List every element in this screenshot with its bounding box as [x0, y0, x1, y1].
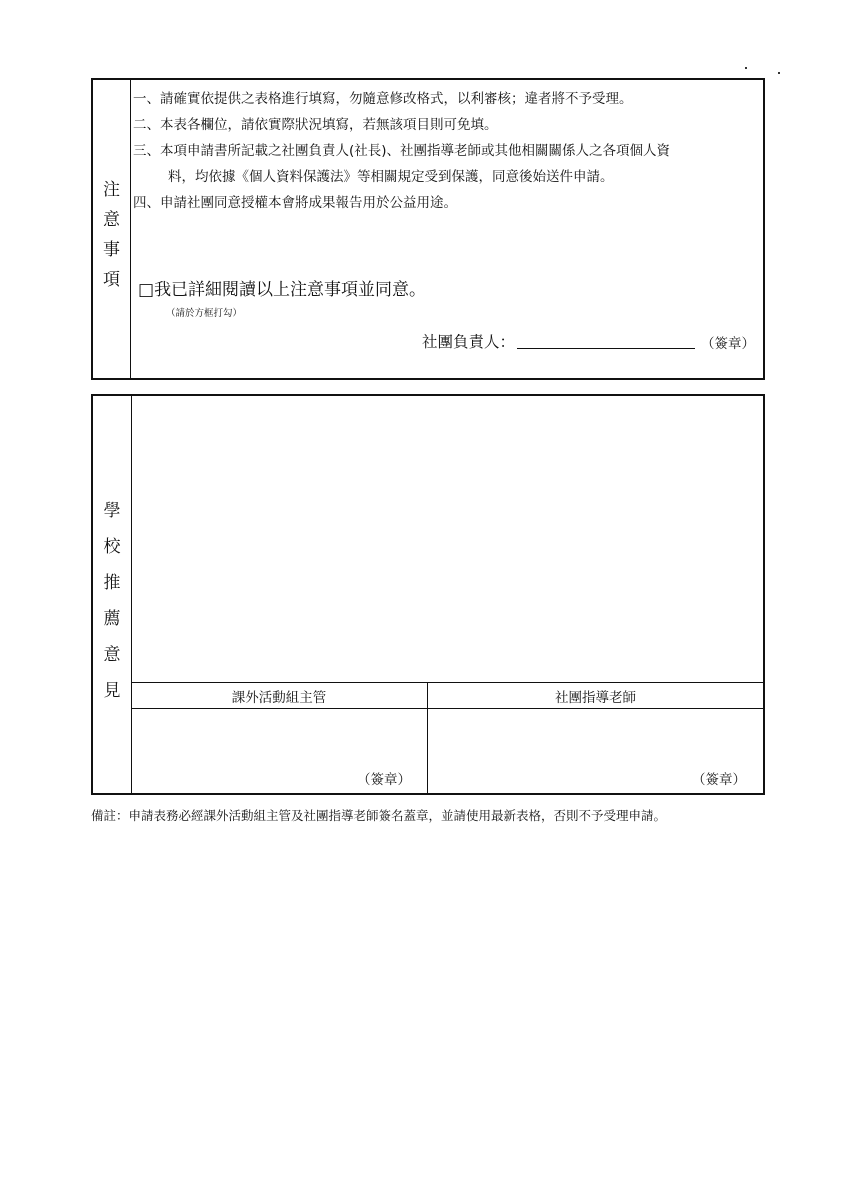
notice-item-2: 二、本表各欄位，請依實際狀況填寫，若無該項目則可免填。 [133, 117, 498, 133]
notice-side-char: 注 [103, 180, 120, 200]
column-header-club-advisor: 社團指導老師 [555, 690, 636, 706]
scan-speck [778, 72, 780, 74]
signature-table [131, 682, 763, 793]
notice-item-1: 一、請確實依提供之表格進行填寫，勿隨意修改格式，以利審核；違者將不予受理。 [133, 91, 633, 107]
leader-stamp-label: （簽章） [701, 336, 755, 352]
notice-section [91, 78, 765, 380]
recommend-side-char: 意 [103, 645, 121, 665]
recommend-side-char: 學 [103, 501, 121, 521]
notice-item-3: 三、本項申請書所記載之社團負責人(社長)、社團指導老師或其他相關關係人之各項個人資 [133, 143, 671, 159]
recommend-comment-area[interactable] [132, 396, 763, 682]
agree-text: 我已詳細閱讀以上注意事項並同意。 [154, 280, 427, 300]
notice-item-3-continued: 料，均依據《個人資料保護法》等相關規定受到保護，同意後始送件申請。 [168, 169, 614, 185]
recommend-side-char: 薦 [103, 609, 121, 629]
notice-side-char: 事 [103, 240, 120, 260]
notice-divider [130, 80, 131, 378]
agree-hint: （請於方框打勾） [166, 308, 243, 319]
recommend-side-label [93, 493, 131, 709]
recommend-section [91, 394, 765, 795]
notice-side-char: 意 [103, 210, 120, 230]
notice-item-4: 四、申請社團同意授權本會將成果報告用於公益用途。 [133, 195, 457, 211]
leader-signature-label: 社團負責人： [421, 333, 515, 351]
notice-side-char: 項 [103, 270, 120, 290]
agree-statement [138, 275, 426, 300]
activity-supervisor-stamp-label: （簽章） [357, 772, 411, 788]
leader-signature-line[interactable] [517, 334, 695, 349]
column-header-activity-supervisor: 課外活動組主管 [231, 690, 327, 706]
notice-side-label [93, 175, 130, 295]
scan-speck [745, 67, 747, 69]
recommend-side-char: 見 [103, 681, 121, 701]
recommend-side-char: 推 [103, 573, 121, 593]
agree-checkbox[interactable]: □ [138, 280, 155, 300]
club-advisor-stamp-label: （簽章） [692, 772, 746, 788]
leader-signature-row [422, 330, 755, 352]
footnote: 備註：申請表務必經課外活動組主管及社團指導老師簽名蓋章，並請使用最新表格，否則不予受理申請。 [91, 808, 667, 823]
table-top-border [131, 682, 763, 683]
recommend-side-char: 校 [103, 537, 121, 557]
